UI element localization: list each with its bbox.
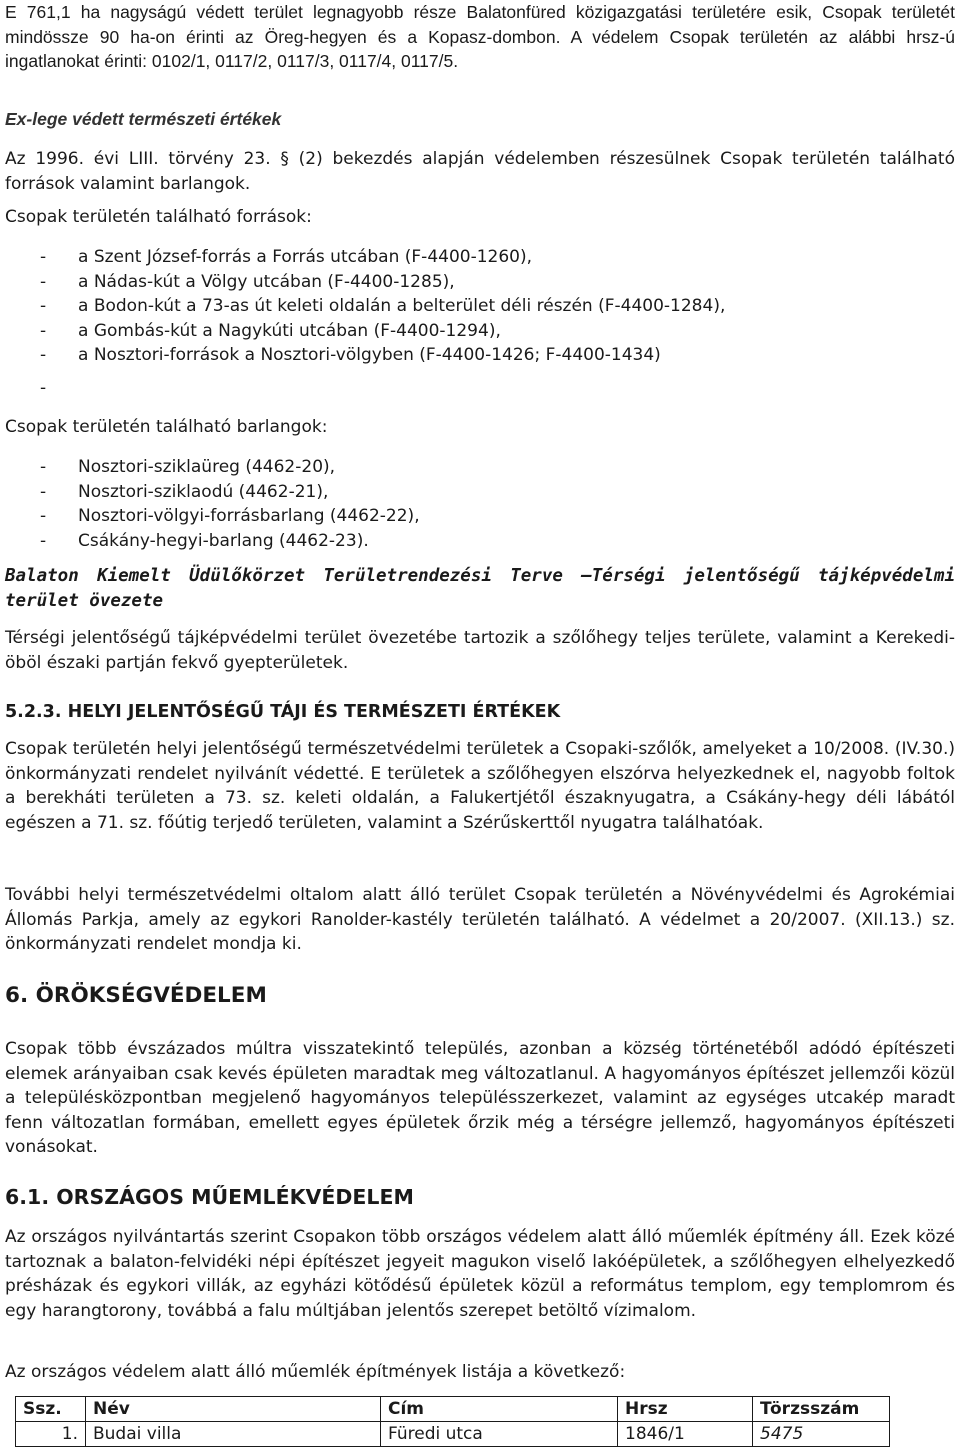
col-header-cim: Cím <box>381 1397 618 1422</box>
cell-nev: Budai villa <box>86 1422 381 1447</box>
list-item: - Nosztori-sziklaodú (4462-21), <box>40 481 329 502</box>
list-item: - a Nosztori-források a Nosztori-völgyben (F-4400-1426; F-4400-1434) <box>40 345 661 365</box>
local-values-paragraph-1: Csopak területén helyi jelentőségű természetvédelmi területek a Csopaki-szőlők, amelyeket a 10/2008. (IV.30.) önkormányzati rendelet nyilvánít védetté. E területek a szőlőhegyen elszórva helyezkednek el, nagyobb foltok a berekháti területen a 73. sz. keleti oldalán, a Falukertjétől északnyugatra, a Csákány-hegy déli lábától egészen a 71. sz. főútig terjedő területen, valamint a Szérűskerttől nyugatra találhatóak. <box>5 739 955 833</box>
list-item: - a Nádas-kút a Völgy utcában (F-4400-1285), <box>40 271 455 292</box>
springs-intro: Csopak területén található források: <box>5 207 312 227</box>
monument-table <box>15 1396 890 1447</box>
springs-list: - a Szent József-forrás a Forrás utcában (F-4400-1260), - a Nádas-kút a Völgy utcában (F-4400-1285), - a Bodon-kút a 73-as út keleti oldalán a belterület déli részén (F-4400-1284), - a Gombás-kút a Nagykúti utcában (F-4400-1294), - a Nosztori-források a Nosztori-völgyben (F-4400-1426; F-4400-1434) - <box>5 245 955 376</box>
exlege-paragraph: Az 1996. évi LIII. törvény 23. § (2) bekezdés alapján védelemben részesülnek Csopak területén található források valamint barlangok. <box>5 149 955 194</box>
heritage-paragraph: Csopak több évszázados múltra visszatekintő település, azonban a község történetéből adódó építészeti elemek arányaiban csak kevés épületen maradtak meg változatlanul. A hagyományos építészet jellemzői közül a településközpontban megjelenő hagyományos településszerkezet, valamint az egységes utcakép maradt fenn változatlan formában, emellett egyes épületek őrzik még a térségre jellemző, hagyományos építészeti vonásokat. <box>5 1039 955 1157</box>
table-header-row <box>16 1397 890 1422</box>
col-header-hrsz: Hrsz <box>618 1397 753 1422</box>
cell-ssz: 1. <box>16 1422 86 1447</box>
cell-torzsszam: 5475 <box>753 1422 890 1447</box>
local-values-heading: 5.2.3. HELYI JELENTŐSÉGŰ TÁJI ÉS TERMÉSZETI ÉRTÉKEK <box>5 702 561 722</box>
local-values-paragraph-2: További helyi természetvédelmi oltalom alatt álló terület Csopak területén a Növényvédelmi és Agrokémiai Állomás Parkja, amely az egykori Ranolder-kastély területén található. A védelmet a 20/2007. (XII.13.) sz. önkormányzati rendelet mondja ki. <box>5 885 955 954</box>
cell-hrsz: 1846/1 <box>618 1422 753 1447</box>
list-item: - a Gombás-kút a Nagykúti utcában (F-4400-1294), <box>40 320 501 341</box>
col-header-torzsszam: Törzsszám <box>753 1397 890 1422</box>
heritage-heading: 6. ÖRÖKSÉGVÉDELEM <box>5 983 267 1008</box>
list-item: - a Szent József-forrás a Forrás utcában (F-4400-1260), <box>40 247 533 267</box>
caves-list <box>5 455 955 553</box>
list-item: - Csákány-hegyi-barlang (4462-23). <box>40 530 369 551</box>
caves-intro: Csopak területén található barlangok: <box>5 417 328 437</box>
intro-paragraph: E 761,1 ha nagyságú védett terület legnagyobb része Balatonfüred közigazgatási területére esik, Csopak területét mindössze 90 ha-on érinti az Öreg-hegyen és a Kopasz-dombon. A védelem Csopak területén az alábbi hrsz-ú ingatlanokat érinti: 0102/1, 0117/2, 0117/3, 0117/4, 0117/5. <box>5 2 955 71</box>
national-paragraph: Az országos nyilvántartás szerint Csopakon több országos védelem alatt álló műemlék építmény áll. Ezek közé tartoznak a balaton-felvidéki népi építészet jegyeit magukon viselő lakóépületek, a szőlőhegyen elhelyezkedő présházak és egykori villák, az egyházi kötődésű épületek közül a református templom, egy templomrom és egy harangtorony, továbbá a falu múltjában jelentős szerepet betöltő vízimalom. <box>5 1227 955 1321</box>
bkut-heading: Balaton Kiemelt Üdülőkörzet Területrendezési Terve –Térségi jelentőségű tájképvédelmi terület övezete <box>5 566 955 611</box>
list-item: - a Bodon-kút a 73-as út keleti oldalán a belterület déli részén (F-4400-1284), <box>40 296 726 316</box>
col-header-ssz: Ssz. <box>16 1397 86 1422</box>
bkut-paragraph: Térségi jelentőségű tájképvédelmi terület övezetébe tartozik a szőlőhegy teljes területe, valamint a Kerekedi-öböl északi partján fekvő gyepterületek. <box>5 628 955 673</box>
table-row <box>16 1422 890 1447</box>
list-item: - Nosztori-völgyi-forrásbarlang (4462-22), <box>40 506 420 526</box>
monument-list-intro: Az országos védelem alatt álló műemlék építmények listája a következő: <box>5 1362 626 1382</box>
national-heading: 6.1. ORSZÁGOS MŰEMLÉKVÉDELEM <box>5 1185 414 1209</box>
exlege-heading: Ex-lege védett természeti értékek <box>5 109 282 129</box>
cell-cim: Füredi utca <box>381 1422 618 1447</box>
col-header-nev: Név <box>86 1397 381 1422</box>
list-item: - Nosztori-sziklaüreg (4462-20), <box>40 457 336 477</box>
